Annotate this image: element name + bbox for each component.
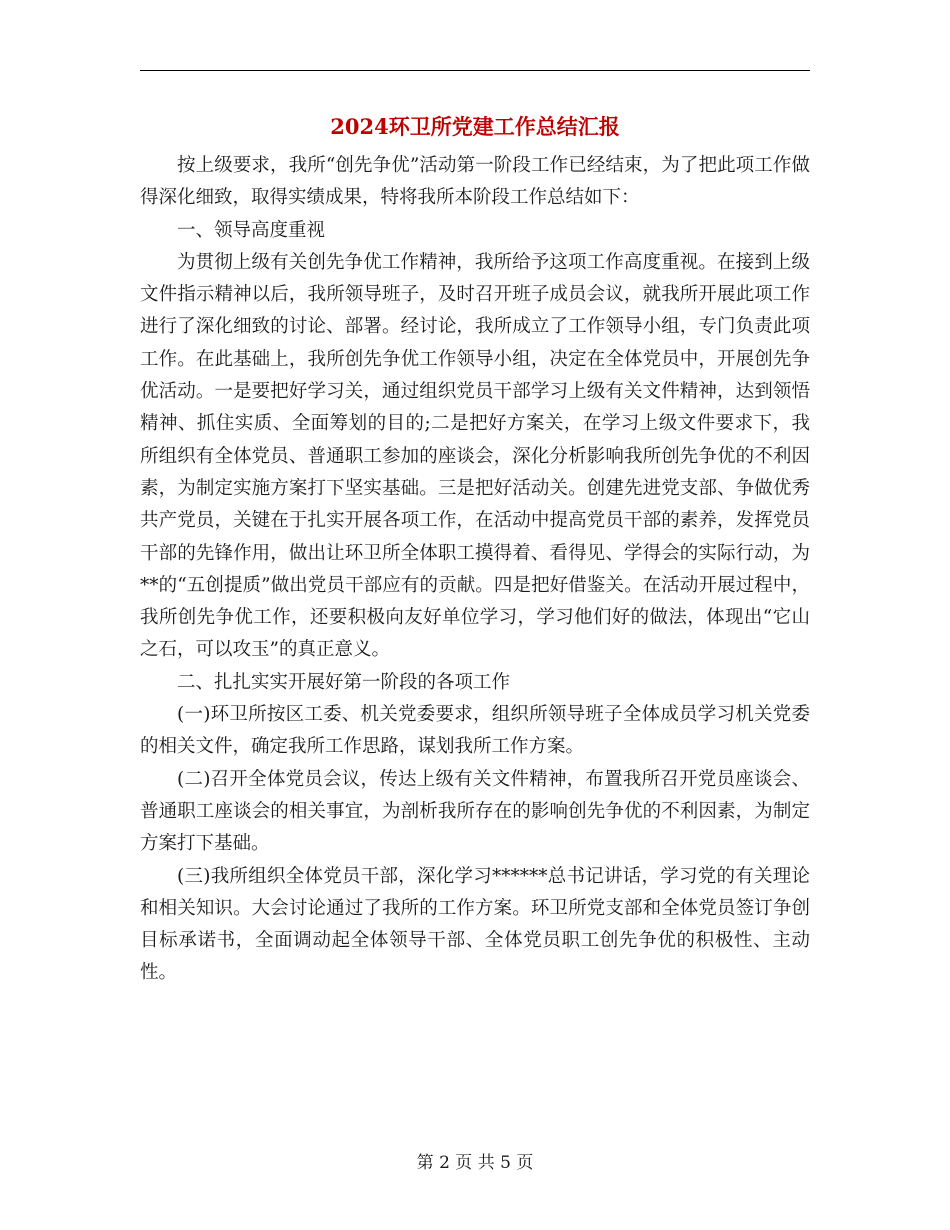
header-rule (140, 70, 810, 71)
paragraph-intro: 按上级要求，我所“创先争优”活动第一阶段工作已经结束，为了把此项工作做得深化细致，取得实绩成果，特将我所本阶段工作总结如下： (140, 155, 810, 209)
document-body (140, 150, 810, 990)
section-heading-2: 二、扎扎实实开展好第一阶段的各项工作 (177, 671, 511, 693)
section-heading-1: 一、领导高度重视 (177, 219, 326, 241)
page-number: 第 2 页 共 5 页 (416, 1153, 534, 1173)
paragraph-item-2: (二)召开全体党员会议，传达上级有关文件精神，布置我所召开党员座谈会、普通职工座谈会的相关事宜，为剖析我所存在的影响创先争优的不利因素，为制定方案打下基础。 (140, 768, 810, 855)
paragraph-item-1: (一)环卫所按区工委、机关党委要求，组织所领导班子全体成员学习机关党委的相关文件，确定我所工作思路，谋划我所工作方案。 (140, 704, 810, 758)
paragraph-item-3: (三)我所组织全体党员干部，深化学习******总书记讲话，学习党的有关理论和相关知识。大会讨论通过了我所的工作方案。环卫所党支部和全体党员签订争创目标承诺书，全面调动起全体领导干部、全体党员职工创先争优的积极性、主动性。 (140, 865, 810, 984)
paragraph-section-1: 为贯彻上级有关创先争优工作精神，我所给予这项工作高度重视。在接到上级文件指示精神以后，我所领导班子，及时召开班子成员会议，就我所开展此项工作进行了深化细致的讨论、部署。经讨论，我所成立了工作领导小组，专门负责此项工作。在此基础上，我所创先争优工作领导小组，决定在全体党员中，开展创先争优活动。一是要把好学习关，通过组织党员干部学习上级有关文件精神，达到领悟精神、抓住实质、全面筹划的目的;二是把好方案关，在学习上级文件要求下，我所组织有全体党员、普通职工参加的座谈会，深化分析影响我所创先争优的不利因素，为制定实施方案打下坚实基础。三是把好活动关。创建先进党支部、争做优秀共产党员，关键在于扎实开展各项工作，在活动中提高党员干部的素养，发挥党员干部的先锋作用，做出让环卫所全体职工摸得着、看得见、学得会的实际行动，为**的“五创提质”做出党员干部应有的贡献。四是把好借鉴关。在活动开展过程中，我所创先争优工作，还要积极向友好单位学习，学习他们好的做法，体现出“它山之石，可以攻玉”的真正意义。 (140, 251, 810, 661)
document-title: 2024环卫所党建工作总结汇报 (330, 114, 620, 139)
